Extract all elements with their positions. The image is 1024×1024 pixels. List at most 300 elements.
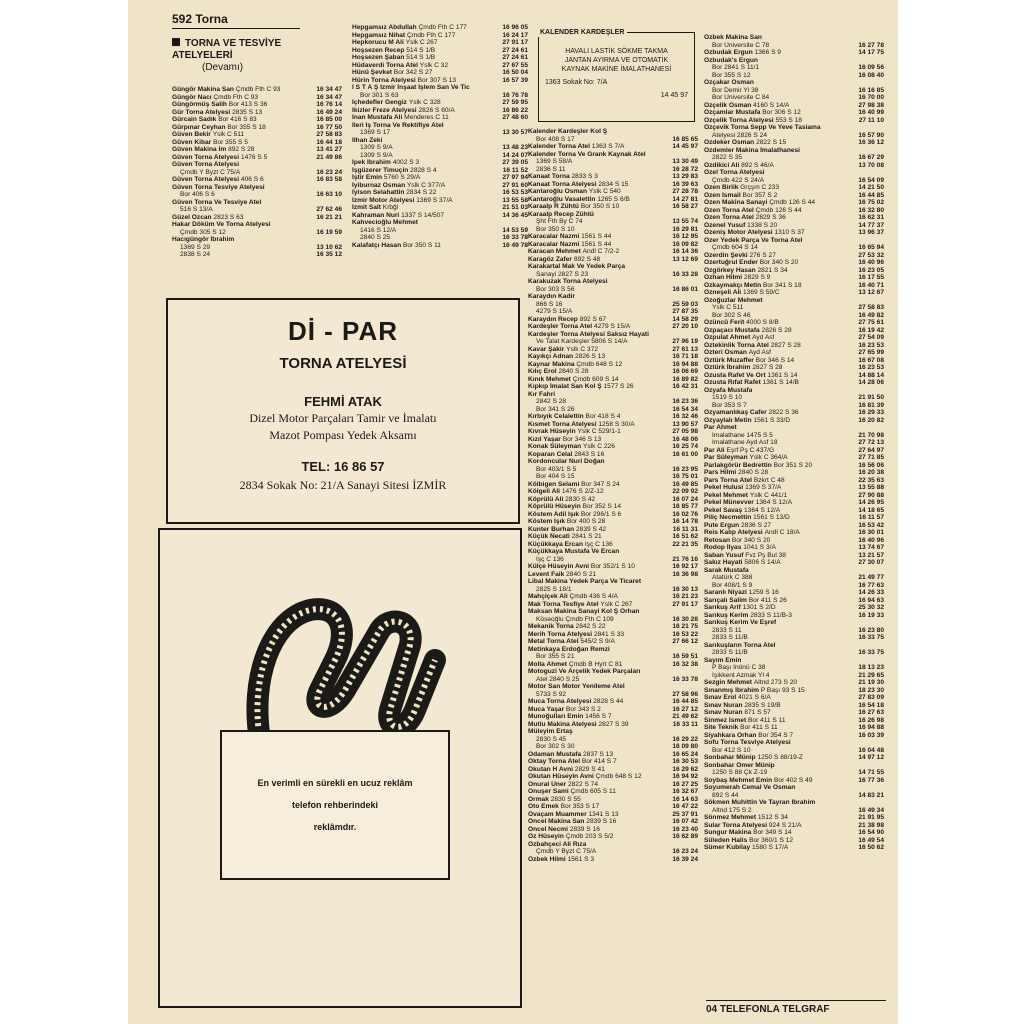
listing-entry [704,34,884,42]
listing-entry [704,612,884,620]
listing-name [528,653,575,661]
listing-phone: 16 19 42 [858,326,884,334]
listing-phone: 16 07 42 [672,818,698,825]
listing-entry [352,144,528,152]
listing-business: Ormak [528,795,549,803]
listing-name [704,582,752,590]
listing-phone [340,236,342,244]
listing-name [704,597,787,605]
listing-phone: 16 20 82 [858,416,884,424]
listing-address: 1519 S 10 [712,394,743,401]
listing-name [172,94,258,102]
listing-entry [352,227,528,235]
listing-phone: 27 24 61 [502,54,528,61]
listing-name [704,342,801,350]
listing-business: Özçelik Osman [704,101,752,109]
listing-business: Pekel Savaş [704,506,743,514]
listing-address: 2827 S 39 [598,720,629,728]
listing-business: Kölbigen Selami [528,480,580,488]
listing-address: Bor 414 S 7 [581,758,617,765]
listing-address: 2821 S 34 [757,266,788,274]
listing-entry [704,559,884,567]
listing-business: Kıvrak Hüseyin [528,428,576,435]
listing-name [528,533,602,541]
listing-entry [704,604,884,612]
listing-name [528,218,583,226]
listing-business: Sınanmış İbrahim [704,686,759,694]
listing-phone: 21 49 77 [858,574,884,581]
listing-entry [704,514,884,522]
listing-phone: 27 75 61 [858,319,884,326]
listing-phone: 16 27 12 [672,705,698,713]
listing-entry [352,92,528,100]
listing-entry [172,124,342,132]
listing-phone [696,293,698,301]
listing-name [528,541,613,549]
listing-name [528,173,598,181]
listing-name [704,627,742,635]
listing-entry [528,398,698,406]
listing-phone: 14 71 55 [858,769,884,776]
listing-name [352,152,393,160]
listing-name [528,616,614,624]
listing-phone [882,619,884,627]
listing-business: Motoguzi Ve Arçelik Yedek Parçaları [528,668,641,675]
listing-phone: 16 50 62 [858,844,884,851]
listing-business: Küçükkaya Ercan [528,540,583,548]
listing-phone: 16 11 57 [858,514,884,521]
listing-name [528,181,628,189]
listing-address: 2843 S 16 [574,450,605,458]
listing-phone: 16 62 89 [672,833,698,840]
listing-address: 2827 S 28 [752,364,783,371]
listing-entry [172,86,342,94]
listing-address: Yslk C 511 [712,304,744,311]
listing-name [704,514,790,522]
listing-entry [704,349,884,357]
listing-name [352,92,399,100]
listing-address: Yslk C 267 [600,600,633,608]
listing-entry [528,286,698,294]
listing-entry [704,192,884,200]
promo-card [220,730,450,880]
listing-name [528,368,589,376]
listing-business: Kaynar Makina [528,360,575,368]
listing-name [528,286,575,294]
listing-phone: 16 49 24 [316,108,342,116]
listing-business: Karaalp Recep Zühtü [528,210,594,218]
listing-address: 1369 S 29 [180,243,211,251]
listing-address: Bor 416 S 83 [218,116,257,123]
listing-address: Bor Üniversite C 78 [712,41,770,49]
listing-entry [704,829,884,837]
listing-entry [528,856,698,864]
listing-business: Kordoncular Nuri Doğan [528,458,605,465]
listing-business: Kalender Kardeşler Kol Ş [528,128,608,135]
listing-business: Kantaroğlu Vasalettin [528,195,596,203]
listing-phone: 16 23 95 [672,465,698,473]
listing-phone: 16 49 54 [858,836,884,844]
listing-name [704,687,805,695]
listing-name [704,124,821,132]
listing-business: İşgüzerer Timuçin [352,166,409,174]
listing-name [704,784,795,792]
listing-entry [528,676,698,684]
dipar-name: Dİ - PAR [287,316,399,346]
listing-address: Bor 342 S 27 [393,69,433,76]
listing-address: Fvz Pş Bul 38 [745,551,786,559]
listing-address: 1369 S 59/C [742,289,780,296]
listing-address: 1250 S 88/19-Z [757,754,803,761]
listing-address: 1476 S 5 [240,153,268,161]
listing-address: Köseoğlu Çmdb Fth C 109 [536,615,614,623]
listing-entry [704,124,884,132]
listing-phone [882,642,884,650]
listing-business: Koparan Celal [528,450,573,458]
listing-name [704,169,764,177]
listing-entry [528,346,698,354]
listing-phone: 18 23 30 [858,686,884,694]
listing-phone: 27 48 60 [502,114,528,121]
listing-name [528,413,620,421]
listing-phone: 16 48 06 [672,435,698,443]
listing-business: Güven Bekir [172,131,211,138]
listing-phone: 14 45 97 [672,143,698,150]
listing-phone [882,799,884,807]
ribbon-stroke [257,609,435,740]
listing-business: Özel Torna Atelyesi [704,169,765,176]
listing-entry [352,69,528,77]
listing-business: Molla Ahmet [528,660,567,668]
listing-address: Şht Fth By C 74 [536,218,583,225]
listing-address: Sanayi 2827 S 23 [536,270,589,278]
listing-phone: 27 24 61 [502,46,528,54]
listing-name [704,769,767,777]
listing-entry [352,152,528,160]
listing-entry [528,736,698,744]
listing-address: 1041 S 3/A [743,544,776,551]
listing-name [704,574,752,582]
listing-address: İmalathane 1475 S 5 [712,431,773,439]
listing-entry [352,24,528,32]
listing-phone: 16 23 36 [672,398,698,405]
listing-address: 2833 S 11 [712,626,742,634]
listing-entry [528,593,698,601]
listing-entry [172,206,342,214]
listing-address: Yslk C 529/1-1 [577,428,621,435]
listing-address: 4021 S 6/A [738,694,771,701]
listing-entry [704,162,884,170]
listing-entry [704,169,884,177]
listing-entry [704,117,884,125]
listing-phone: 27 67 55 [502,61,528,69]
listing-name [352,144,393,152]
listing-address: 406 S 6 [240,176,264,183]
listing-phone [696,458,698,466]
listing-entry [704,357,884,365]
listing-address: 2833 S 3 [571,173,598,180]
listing-entry [528,481,698,489]
listing-phone: 16 58 27 [672,203,698,210]
listing-entry [528,601,698,609]
listing-name [172,221,271,229]
listing-address: Krbğl [382,204,399,211]
listing-address: 2829 S 9 [743,274,771,281]
listing-phone [696,331,698,339]
listing-entry [704,72,884,80]
listing-business: Özyaylalı Metin [704,416,752,424]
listing-address: Bor 355 S 21 [536,653,575,660]
listing-business: Karaalp R Zühtü [528,203,579,210]
listing-phone: 16 34 47 [316,93,342,101]
listing-phone: 21 70 98 [858,431,884,439]
listing-entry [528,848,698,856]
listing-business: Gürcain Sadık [172,116,217,123]
listing-name [704,732,793,740]
listing-name [352,189,436,197]
listing-name [528,301,562,309]
listing-address: 2838 S 24 [180,251,211,258]
listing-name [528,751,613,759]
listing-name [528,518,605,526]
listing-entry [528,751,698,759]
listing-entry [528,668,698,676]
listing-entry [172,94,342,102]
listing-address: 4279 S 15/A [593,323,631,330]
listing-phone: 14 58 29 [672,315,698,323]
listing-entry [704,237,884,245]
listing-phone [882,567,884,575]
dipar-ad [166,298,520,524]
listing-name [528,398,566,406]
listing-business: Maksan Makina Sanayi Kol Ş Orhan [528,608,640,615]
listing-phone: 16 71 18 [672,353,698,360]
listing-phone: 16 49 85 [672,480,698,488]
listing-name [704,649,748,657]
listing-entry [528,608,698,616]
listing-business: Site Teknik [704,724,739,731]
listing-business: Karaydın Kadir [528,293,575,300]
listing-business: Muca Torna Atelyesi [528,698,592,705]
listing-business: Kahvecioğlu Mehmet [352,219,418,226]
listing-phone: 27 66 12 [672,638,698,645]
listing-address: Menderes C 11 [404,114,449,121]
listing-business: Hepgamsız Abdullah [352,24,417,31]
listing-address: Yslk C 377/A [406,181,446,189]
listing-address: 892 S 46/A [741,161,774,169]
listing-entry [704,207,884,215]
listing-entry [528,826,698,834]
listing-entry [704,139,884,147]
listing-phone: 16 27 25 [672,780,698,788]
listing-name [352,62,448,70]
listing-business: Öz Hüseyin [528,833,564,840]
listing-entry [172,139,342,147]
promo-line-3: reklâmdır. [313,822,357,832]
listing-entry [528,833,698,841]
listing-entry [528,811,698,819]
listing-phone: 16 33 28 [672,270,698,278]
listing-business: İzmit Salt [352,204,381,211]
listing-address: Çmdb Y Byzt C 75/A [180,168,241,176]
listing-phone: 27 11 10 [858,116,884,124]
listing-entry [704,297,884,305]
listing-business: Güven Torna Tesviye Atelyesi [172,183,265,191]
listing-name [528,263,625,271]
listing-name [704,304,743,312]
listing-entry [172,184,342,192]
listing-business: Güven Kibar [172,138,212,146]
listing-entry [528,758,698,766]
listing-business: Kunter Burhan [528,525,575,533]
listing-address: Bor 413 S 36 [228,101,268,108]
listing-entry [172,221,342,229]
listing-phone: 16 08 40 [858,71,884,79]
listing-name [704,57,758,65]
listing-address: 276 S 27 [749,251,776,259]
listing-name [528,593,618,601]
listing-address: Bor 411 S 11 [740,724,778,731]
listing-business: Mekanik Torna [528,623,574,630]
listing-name [528,203,619,211]
listing-address: 1258 S 30/A [598,420,635,428]
listing-phone [696,391,698,399]
listing-phone: 14 83 21 [858,791,884,799]
listing-address: 1259 S 16 [748,589,779,596]
listing-name [528,443,615,451]
page-footer: 04 TELEFONLA TELGRAF [706,1004,830,1015]
listing-business: Güven Torna Atelyesi [172,161,240,168]
listing-name [528,166,566,174]
listing-entry [704,784,884,792]
listing-business: Merih Torna Atelyesi [528,630,593,638]
listing-entry [704,777,884,785]
listing-phone: 16 23 53 [858,341,884,349]
listing-address: 1309 S 9/A [360,151,393,159]
listing-address: Çmdb 609 S 14 [572,375,619,383]
listing-phone: 16 62 31 [858,214,884,221]
listing-address: Bor 341 S 26 [536,405,575,413]
listing-address: 5760 S 29/A [383,174,421,181]
listing-business: Özpulat Ahmet [704,334,751,341]
listing-business: Güngör Nacı [172,93,212,101]
section-title: TORNA VE TESVİYE ATELYELERİ [172,38,282,61]
listing-entry [528,196,698,204]
listing-business: Özen Torna Atel [704,214,754,221]
listing-business: Kanaat Torna Atelyesi [528,180,597,188]
listing-business: Sınav Nuran [704,701,743,709]
listing-business: Soybaş Mehmet Emin [704,776,773,784]
listing-name [528,188,621,196]
listing-business: Rodop İlyas [704,544,742,551]
listing-entry [528,586,698,594]
listing-name [704,64,759,72]
listing-business: Kızıl Yaşar [528,435,561,443]
listing-phone: 16 59 51 [672,653,698,660]
listing-name [704,522,771,530]
listing-name [352,107,455,115]
listing-phone: 16 29 62 [672,765,698,773]
listing-name [528,661,622,669]
listing-name [528,421,635,429]
listing-name [352,242,441,250]
listing-name [528,391,555,399]
listing-phone: 16 85 00 [316,116,342,123]
listing-entry [528,406,698,414]
listing-phone: 21 91 50 [858,394,884,401]
listing-address: 1301 S 2/D [742,604,776,611]
listing-entry [528,151,698,159]
listing-entry [704,747,884,755]
listing-phone: 16 76 14 [316,101,342,108]
listing-business: Onuşer Sami [528,788,569,795]
listing-business: Sayım Emin [704,656,742,664]
listing-address: Bor 360/1 S 12 [749,836,794,844]
listing-address: 1561 S 3 [567,855,594,863]
listing-business: Hoşsezen Recep [352,46,405,54]
listing-address: 2822 S 74 [567,780,599,788]
listing-business: Sinmez İsmet [704,716,747,724]
listing-entry [704,469,884,477]
listing-entry [528,773,698,781]
listing-business: Karacalar Nazmi [528,233,580,240]
listing-entry [704,769,884,777]
listing-business: İştir Emin [352,174,383,181]
listing-entry [704,507,884,515]
listing-name [528,128,607,136]
kalender-line-2: JANTAN AYIRMA VE OTOMATİK [564,57,669,64]
listing-entry [528,713,698,721]
kalender-line-1: HAVALI LASTİK SÖKME TAKMA [565,48,668,55]
listing-business: Parlakgörür Bedrettin [704,461,772,469]
listing-name [528,698,623,706]
listing-entry [704,252,884,260]
listing-name [704,109,801,117]
listing-address: 2826 S 13 [575,353,606,360]
listing-address: Çmdb 605 S 11 [570,788,616,795]
listing-entry [704,499,884,507]
listing-address: 2840 S 25 [360,234,391,241]
listing-entry [704,319,884,327]
listing-name [352,84,470,92]
listing-address: 2826 S 60/A [418,106,455,114]
listing-phone: 16 32 67 [672,788,698,795]
listing-business: Pekel Münevver [704,499,754,506]
listing-address: 1561 S 13/D [753,514,790,521]
listing-name [704,402,747,410]
listing-name [704,724,778,732]
listing-business: Metinkaya Erdoğan Remzi [528,645,610,653]
listing-name [704,537,770,545]
listing-business: Kırbıyık Celalettin [528,413,584,420]
listing-phone: 21 19 30 [858,679,884,686]
listing-name [172,169,240,177]
listing-phone: 16 32 38 [672,660,698,668]
listing-entry [704,837,884,845]
listing-business: Özçakar Osman [704,79,754,86]
listing-entry [704,492,884,500]
listing-business: Karacalar Nazmi [528,240,580,248]
listing-address: 2840 S 21 [566,570,597,578]
listing-name [704,679,797,687]
listing-entry [704,177,884,185]
listing-address: 1338 S 20 [747,221,778,229]
listing-phone: 27 65 99 [858,349,884,356]
kalender-line-3: KAYNAK MAKİNE İMALATHANESİ [561,66,672,73]
listing-business: Par Ali [704,446,725,454]
listing-business: Özbek Hilmi [528,855,566,863]
listing-business: Kır Fahri [528,390,556,398]
